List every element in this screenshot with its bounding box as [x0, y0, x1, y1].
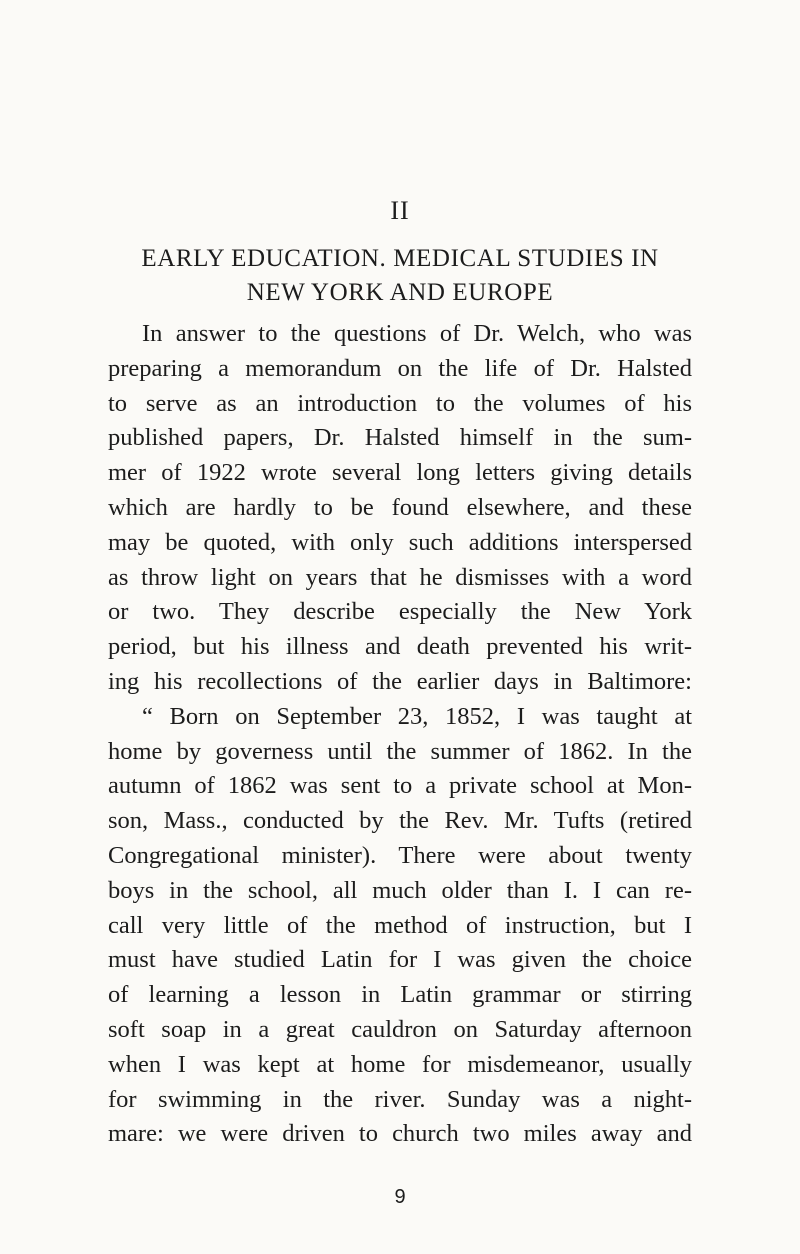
text-line: or two. They describe especially the New York [108, 598, 692, 626]
text-line: In answer to the questions of Dr. Welch, who was [142, 320, 692, 347]
text-line: must have studied Latin for I was given the choice [108, 946, 692, 974]
text-line: when I was kept at home for misdemeanor, usually [108, 1050, 692, 1078]
text-line: soft soap in a great cauldron on Saturday afternoon [108, 1015, 692, 1043]
text-line: may be quoted, with only such additions interspersed [108, 528, 692, 556]
text-line: of learning a lesson in Latin grammar or stirring [108, 981, 692, 1009]
text-line: autumn of 1862 was sent to a private school at Mon- [108, 772, 692, 800]
text-line: “ Born on September 23, 1852, I was taught at [142, 702, 692, 730]
text-line: boys in the school, all much older than I. I can re- [108, 876, 692, 904]
text-line: call very little of the method of instruction, but I [108, 911, 692, 939]
text-line: published papers, Dr. Halsted himself in the sum- [108, 424, 692, 452]
chapter-title-line: NEW YORK AND EUROPE [246, 279, 554, 306]
text-line: preparing a memorandum on the life of Dr. Halsted [108, 354, 692, 382]
text-line: period, but his illness and death prevented his writ- [108, 633, 692, 661]
text-line: mare: we were driven to church two miles away and [108, 1120, 692, 1148]
text-line: for swimming in the river. Sunday was a night- [108, 1085, 692, 1113]
text-line: ing his recollections of the earlier days in Baltimore: [108, 667, 692, 695]
chapter-title [110, 242, 690, 310]
paragraph-2 [108, 700, 692, 1152]
text-line: which are hardly to be found elsewhere, and these [108, 493, 692, 521]
chapter-title-line: EARLY EDUCATION. MEDICAL STUDIES IN [141, 245, 659, 272]
paragraph-1 [108, 317, 692, 700]
text-line: son, Mass., conducted by the Rev. Mr. Tufts (retired [108, 807, 692, 835]
chapter-numeral: II [390, 196, 410, 225]
body-text [108, 317, 692, 1152]
text-line: to serve as an introduction to the volumes of his [108, 389, 692, 417]
page-number: 9 [394, 1186, 406, 1208]
text-line: as throw light on years that he dismisses with a word [108, 563, 692, 591]
text-line: mer of 1922 wrote several long letters giving details [108, 459, 692, 487]
text-line: home by governess until the summer of 1862. In the [108, 737, 692, 765]
text-line: Congregational minister). There were about twenty [108, 841, 692, 869]
